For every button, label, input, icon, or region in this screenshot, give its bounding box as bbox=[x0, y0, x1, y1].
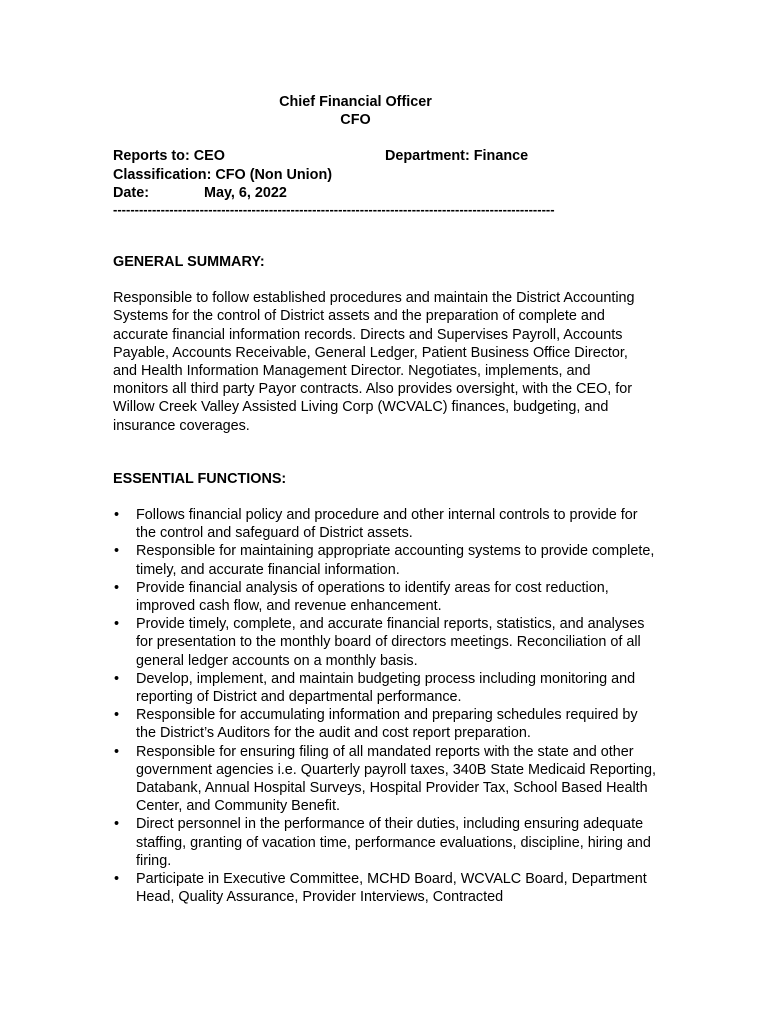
general-summary-text: Responsible to follow established procedures and maintain the District Accounting Systems for the control of District assets and the preparation of complete and accurate financial information records. Directs and Supervises Payroll, Accounts Payable, Accounts Receivable, General Ledger, Patient Business Office Director, and Health Information Management Director. Negotiates, implements, and monitors all third party Payor contracts. Also provides oversight, with the CEO, for Willow Creek Valley Assisted Living Corp (WCVALC) finances, budgeting, and insurance coverages. bbox=[113, 290, 635, 434]
bullet-icon: • bbox=[114, 743, 120, 760]
function-item bbox=[113, 542, 658, 578]
function-item bbox=[113, 579, 658, 615]
function-item-text: Responsible for accumulating information and preparing schedules required by the District’s Auditors for the audit and cost report preparation. bbox=[136, 707, 638, 742]
meta-row-classification bbox=[113, 166, 658, 184]
function-item bbox=[113, 506, 658, 542]
function-item bbox=[113, 615, 658, 670]
function-item bbox=[113, 706, 658, 742]
function-item bbox=[113, 743, 658, 816]
bullet-icon: • bbox=[114, 579, 120, 596]
function-item bbox=[113, 670, 658, 706]
classification: Classification: CFO (Non Union) bbox=[113, 166, 333, 183]
meta-row-date bbox=[113, 184, 658, 202]
department: Department: Finance bbox=[385, 148, 529, 165]
function-item-text: Provide financial analysis of operations to identify areas for cost reduction, improved cash flow, and revenue enhancement. bbox=[136, 579, 609, 615]
date-value: May, 6, 2022 bbox=[204, 184, 287, 201]
bullet-icon: • bbox=[114, 707, 120, 724]
bullet-icon: • bbox=[114, 871, 120, 888]
function-item bbox=[113, 870, 658, 906]
function-item-text: Develop, implement, and maintain budgeting process including monitoring and reporting of District and departmental performance. bbox=[136, 670, 636, 706]
meta-row-reports bbox=[113, 147, 658, 165]
job-abbreviation: CFO bbox=[340, 112, 371, 129]
general-summary-heading: GENERAL SUMMARY: bbox=[113, 253, 265, 270]
function-item-text: Direct personnel in the performance of their duties, including ensuring adequate staffing, granting of vacation time, performance evaluations, discipline, hiring and firing. bbox=[136, 816, 651, 869]
function-item-text: Follows financial policy and procedure and other internal controls to provide for the control and safeguard of District assets. bbox=[136, 507, 638, 542]
job-meta bbox=[113, 147, 658, 218]
function-item-text: Responsible for ensuring filing of all mandated reports with the state and other government agencies i.e. Quarterly payroll taxes, 340B State Medicaid Reporting, Databank, Annual Hospital Surveys, Hospital Provider Tax, School Based Health Center, and Community Benefit. bbox=[136, 743, 656, 815]
separator-line: ------------------------------------------------------------------------------------------------------ bbox=[113, 201, 555, 217]
function-item-text: Responsible for maintaining appropriate accounting systems to provide complete, timely, and accurate financial information. bbox=[136, 543, 655, 578]
function-item bbox=[113, 815, 658, 870]
essential-functions-list bbox=[113, 506, 658, 906]
date-label: Date: bbox=[113, 184, 149, 201]
reports-to: Reports to: CEO bbox=[113, 148, 225, 165]
function-item-text: Provide timely, complete, and accurate financial reports, statistics, and analyses for presentation to the monthly board of directors meetings. Reconciliation of all general ledger accounts on a monthly basis. bbox=[136, 616, 645, 669]
bullet-icon: • bbox=[114, 816, 120, 833]
function-item-text: Participate in Executive Committee, MCHD Board, WCVALC Board, Department Head, Quality Assurance, Provider Interviews, Contracted bbox=[136, 871, 647, 906]
bullet-icon: • bbox=[114, 543, 120, 560]
job-title: Chief Financial Officer bbox=[279, 94, 432, 110]
document-title bbox=[83, 93, 628, 129]
bullet-icon: • bbox=[114, 507, 120, 523]
document-page bbox=[113, 93, 658, 906]
bullet-icon: • bbox=[114, 670, 120, 687]
bullet-icon: • bbox=[114, 616, 120, 633]
essential-functions-heading: ESSENTIAL FUNCTIONS: bbox=[113, 470, 287, 487]
